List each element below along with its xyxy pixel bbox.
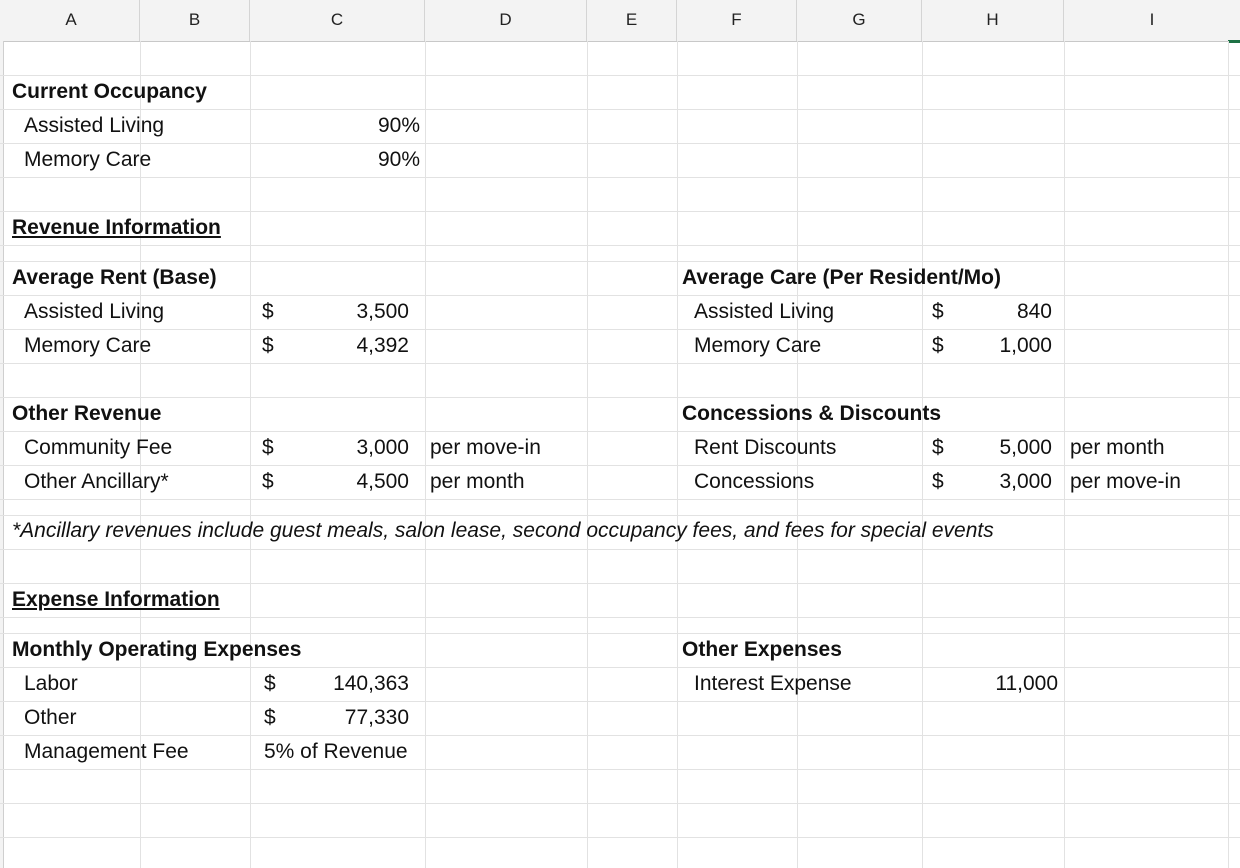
avg-care-assisted-value[interactable]: 840	[1016, 300, 1052, 323]
rent-discounts-unit[interactable]: per month	[1070, 436, 1165, 459]
gridline-h	[0, 397, 1240, 398]
gridline-h	[0, 803, 1240, 804]
other-expense-currency: $	[264, 706, 276, 729]
concessions-title[interactable]: Concessions & Discounts	[682, 402, 942, 425]
ancillary-footnote[interactable]: *Ancillary revenues include guest meals, salon lease, second occupancy fees, and fees for special events	[12, 519, 994, 542]
gridline-h	[0, 245, 1240, 246]
gridline-h	[0, 583, 1240, 584]
gridline-h	[0, 499, 1240, 500]
occupancy-memory-label[interactable]: Memory Care	[24, 148, 152, 171]
column-header-i[interactable]: I	[1149, 10, 1155, 29]
management-fee-value[interactable]: 5% of Revenue	[264, 740, 408, 763]
community-fee-label[interactable]: Community Fee	[24, 436, 173, 459]
other-revenue-title[interactable]: Other Revenue	[12, 402, 162, 425]
labor-value[interactable]: 140,363	[333, 672, 409, 695]
ancillary-value[interactable]: 4,500	[356, 470, 409, 493]
labor-currency: $	[264, 672, 276, 695]
avg-rent-memory-value[interactable]: 4,392	[356, 334, 409, 357]
avg-care-title[interactable]: Average Care (Per Resident/Mo)	[682, 266, 1001, 289]
avg-care-memory-label[interactable]: Memory Care	[694, 334, 822, 357]
gridline-v	[677, 41, 678, 868]
column-header-h[interactable]: H	[922, 0, 1064, 41]
community-fee-value[interactable]: 3,000	[356, 436, 409, 459]
gridline-h	[0, 465, 1240, 466]
column-header-d[interactable]: D	[425, 0, 587, 41]
avg-rent-title[interactable]: Average Rent (Base)	[12, 266, 217, 289]
gridline-h	[0, 735, 1240, 736]
concessions-value[interactable]: 3,000	[999, 470, 1052, 493]
occupancy-assisted-value[interactable]: 90%	[377, 114, 420, 137]
concessions-currency: $	[932, 470, 944, 493]
column-header-c[interactable]: C	[250, 0, 425, 41]
avg-rent-memory-label[interactable]: Memory Care	[24, 334, 152, 357]
column-header-f[interactable]: F	[677, 0, 797, 41]
gridline-h	[0, 177, 1240, 178]
gridline-v	[425, 41, 426, 868]
management-fee-label[interactable]: Management Fee	[24, 740, 189, 763]
concessions-label[interactable]: Concessions	[694, 470, 815, 493]
gridline-v	[1228, 41, 1229, 868]
gridline-h	[0, 109, 1240, 110]
gridline-h	[0, 633, 1240, 634]
gridline-h	[0, 431, 1240, 432]
avg-rent-assisted-currency: $	[262, 300, 274, 323]
occupancy-title[interactable]: Current Occupancy	[12, 80, 207, 103]
community-fee-currency: $	[262, 436, 274, 459]
expense-section-title[interactable]: Expense Information	[12, 588, 220, 611]
gridline-h	[0, 143, 1240, 144]
avg-rent-assisted-label[interactable]: Assisted Living	[24, 300, 165, 323]
gridline-v	[1064, 41, 1065, 868]
revenue-section-title[interactable]: Revenue Information	[12, 216, 221, 239]
rent-discounts-label[interactable]: Rent Discounts	[694, 436, 837, 459]
gridline-h	[0, 701, 1240, 702]
column-header-a[interactable]: A	[3, 0, 140, 41]
gridline-h	[0, 211, 1240, 212]
avg-care-memory-currency: $	[932, 334, 944, 357]
interest-expense-label[interactable]: Interest Expense	[694, 672, 852, 695]
gridline-h	[0, 363, 1240, 364]
ancillary-currency: $	[262, 470, 274, 493]
ancillary-unit[interactable]: per month	[430, 470, 525, 493]
rent-discounts-value[interactable]: 5,000	[999, 436, 1052, 459]
monthly-expenses-title[interactable]: Monthly Operating Expenses	[12, 638, 302, 661]
column-header-b[interactable]: B	[140, 0, 250, 41]
avg-care-memory-value[interactable]: 1,000	[999, 334, 1052, 357]
column-header-g[interactable]: G	[797, 0, 922, 41]
occupancy-memory-value[interactable]: 90%	[377, 148, 420, 171]
gridline-h	[0, 837, 1240, 838]
gridline-h	[0, 667, 1240, 668]
ancillary-label[interactable]: Other Ancillary*	[24, 470, 169, 493]
concessions-unit[interactable]: per move-in	[1070, 470, 1181, 493]
other-expense-value[interactable]: 77,330	[344, 706, 409, 729]
gridline-h	[0, 769, 1240, 770]
labor-label[interactable]: Labor	[24, 672, 78, 695]
gridline-h	[0, 617, 1240, 618]
gridline-h	[0, 295, 1240, 296]
other-expenses-title[interactable]: Other Expenses	[682, 638, 842, 661]
gridline-h	[0, 75, 1240, 76]
gridline-v	[587, 41, 588, 868]
gridline-h	[0, 261, 1240, 262]
avg-care-assisted-currency: $	[932, 300, 944, 323]
community-fee-unit[interactable]: per move-in	[430, 436, 541, 459]
avg-rent-assisted-value[interactable]: 3,500	[356, 300, 409, 323]
avg-care-assisted-label[interactable]: Assisted Living	[694, 300, 835, 323]
gridline-h	[0, 515, 1240, 516]
avg-rent-memory-currency: $	[262, 334, 274, 357]
column-header-bar	[0, 0, 1240, 42]
rent-discounts-currency: $	[932, 436, 944, 459]
other-expense-label[interactable]: Other	[24, 706, 77, 729]
gridline-h	[0, 329, 1240, 330]
occupancy-assisted-label[interactable]: Assisted Living	[24, 114, 165, 137]
column-header-e[interactable]: E	[587, 0, 677, 41]
interest-expense-value[interactable]: 11,000	[995, 672, 1058, 695]
gridline-v	[922, 41, 923, 868]
gridline-h	[0, 549, 1240, 550]
